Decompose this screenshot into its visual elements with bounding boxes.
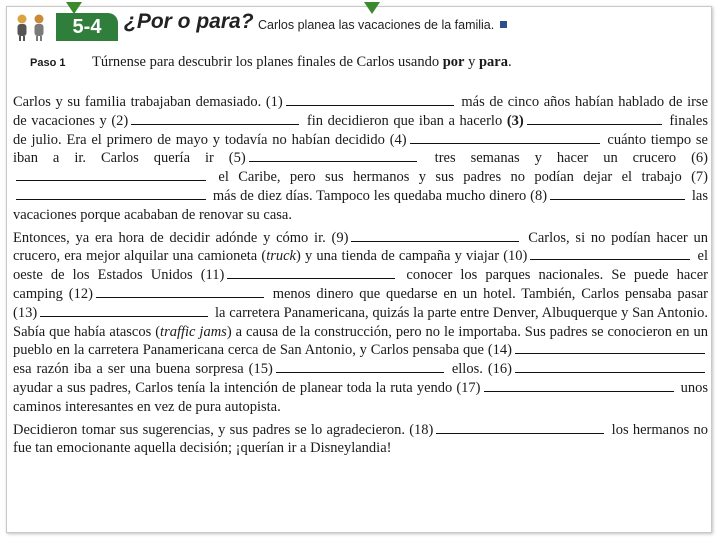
step-instruction: Túrnense para descubrir los planes finales de Carlos usando por y para. (92, 54, 512, 70)
blank-9[interactable] (351, 230, 519, 242)
blank-1[interactable] (286, 94, 454, 106)
step-label: Paso 1 (30, 57, 66, 69)
blank-4[interactable] (410, 132, 600, 144)
exercise-text (13, 93, 708, 462)
blank-13[interactable] (40, 305, 208, 317)
blank-18[interactable] (436, 422, 604, 434)
blank-8[interactable] (550, 188, 685, 200)
blank-5[interactable] (249, 150, 417, 162)
paragraph-3: Decidieron tomar sus sugerencias, y sus padres se lo agradecieron. (18) los hermanos no fue tan emocionante aquella decisión; ¡querían ir a Disneylandia! (13, 421, 709, 457)
paragraph-2: Entonces, ya era hora de decidir adónde y cómo ir. (9) Carlos, si no podían hacer un crucero, era mejor alquilar una camioneta (truck) y una tienda de campaña y viajar (10) el oeste de los Estados Unidos (11) conocer los parques nacionales. Se puede hacer camping (12) menos dinero que quedarse en un hotel. También, Carlos pensaba pasar (13) la carretera Panamericana, quizás la parte entre Denver, Albuquerque y San Antonio. Sabía que había atascos (traffic jams) a causa de la construcción, pero no le importaba. Sus padres se conocieron en un pueblo en la carretera Panamericana cerca de San Antonio, y Carlos pensaba que (14) esa razón iba a ser una buena sorpresa (15) ellos. (16) ayudar a sus padres, Carlos tenía la intención de planear toda la ruta yendo (17) unos caminos interesantes en vez de pura autopista. (13, 229, 709, 415)
blank-16[interactable] (515, 361, 705, 373)
blank-12[interactable] (96, 286, 264, 298)
end-square-icon (500, 21, 507, 28)
blank-6[interactable] (16, 169, 206, 181)
blank-2[interactable] (131, 113, 299, 125)
blank-15[interactable] (276, 361, 444, 373)
blank-14[interactable] (515, 342, 705, 354)
blank-3[interactable] (527, 113, 662, 125)
activity-title: ¿Por o para? (124, 10, 254, 33)
paragraph-1: Carlos y su familia trabajaban demasiado. (1) más de cinco años habían hablado de irse de vacaciones y (2) fin decidieron que iban a hacerlo (3) finales de julio. Era el primero de mayo y todavía no habían decidido (4) cuánto tiempo se iban a ir. Carlos quería ir (5) tres semanas y hacer un crucero (6) el Caribe, pero sus hermanos y sus padres no podían dejar el trabajo (7) más de diez días. Tampoco les quedaba mucho dinero (8) las vacaciones porque acababan de renovar su casa. (13, 94, 709, 223)
activity-number-badge: 5-4 (56, 13, 118, 41)
blank-10[interactable] (530, 248, 690, 260)
activity-subtitle: Carlos planea las vacaciones de la familia. (258, 18, 507, 32)
activity-header (12, 12, 702, 42)
blank-7[interactable] (16, 188, 206, 200)
blank-11[interactable] (227, 267, 395, 279)
students-icon (12, 12, 52, 42)
blank-17[interactable] (484, 380, 674, 392)
